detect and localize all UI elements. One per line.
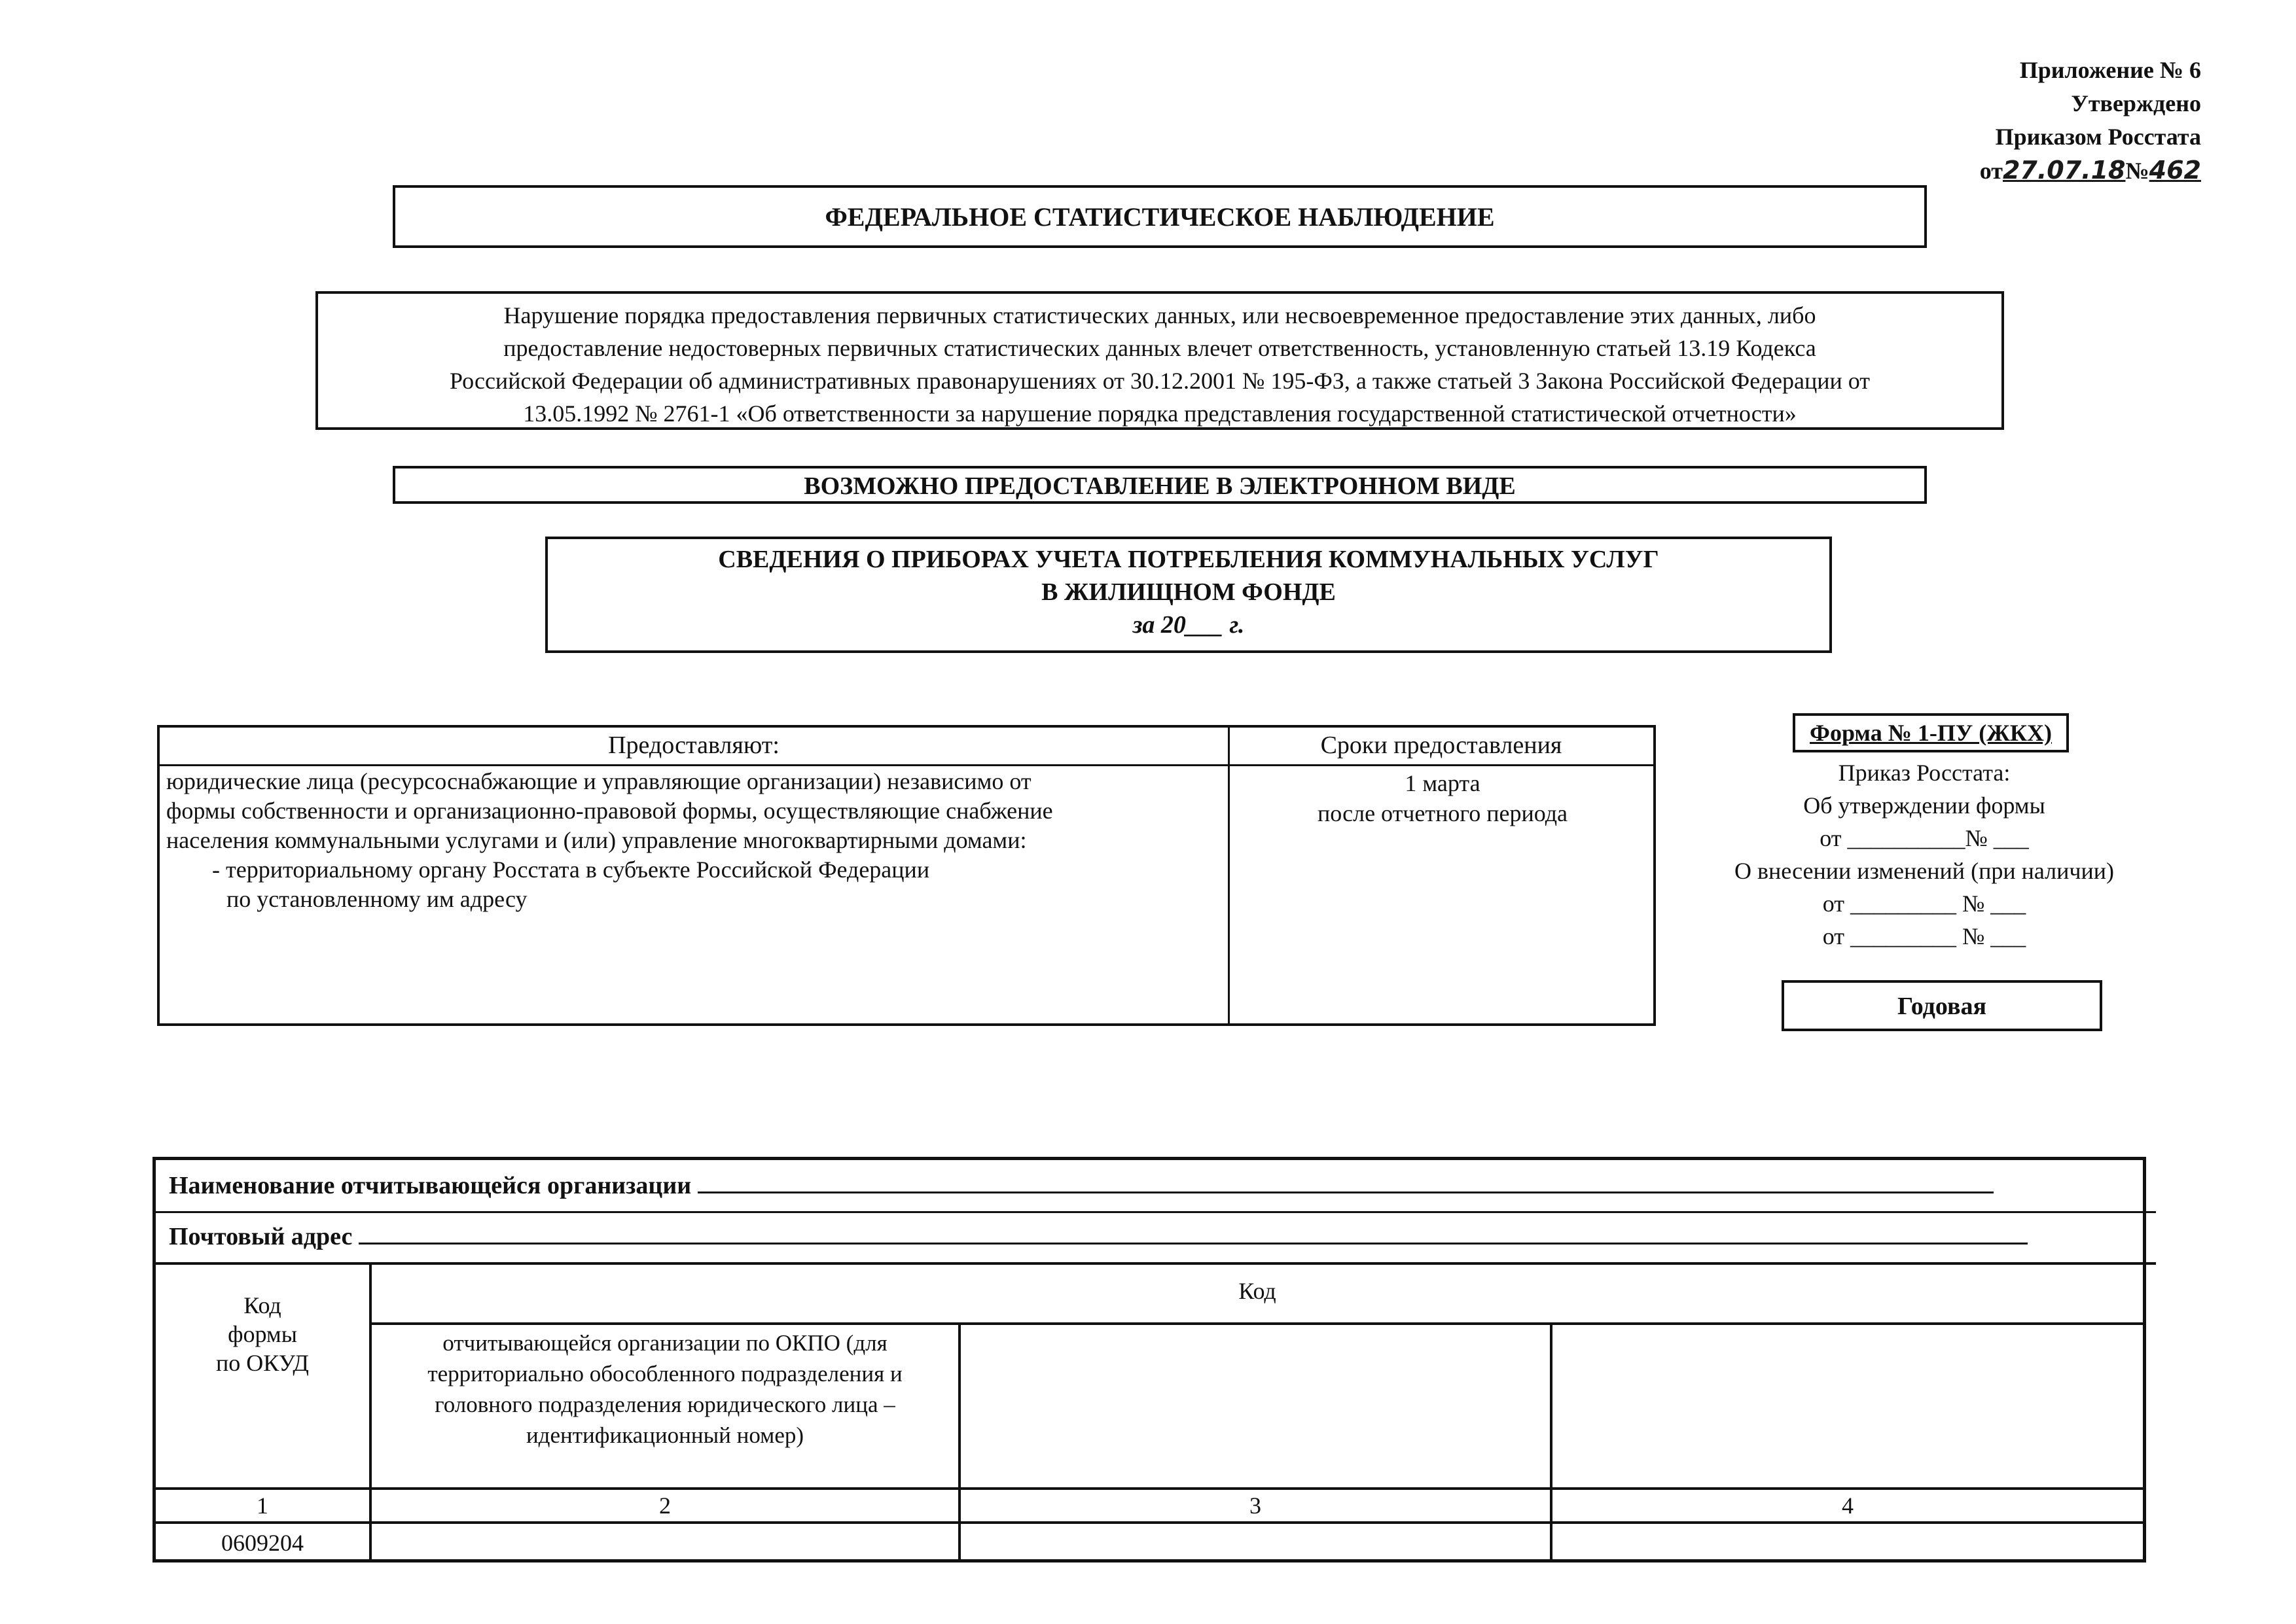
submitters-table — [157, 725, 1656, 1026]
address-row — [156, 1211, 2156, 1265]
deadline-header: Сроки предоставления — [1228, 728, 1655, 766]
column-divider — [1228, 728, 1230, 1023]
organization-table — [152, 1157, 2146, 1562]
who-line: формы собственности и организационно-правовой формы, осуществляющие снабжение — [166, 798, 1053, 824]
handwritten-number: 462 — [2149, 156, 2201, 185]
address-label: Почтовый адрес — [169, 1223, 353, 1250]
okpo-value-field[interactable] — [372, 1525, 958, 1562]
recipient-bullet-continuation: по установленному им адресу — [226, 886, 528, 912]
warning-line: 13.05.1992 № 2761-1 «Об ответственности за нарушение порядка представления государственной статистической отчетности» — [523, 400, 1797, 427]
address-field[interactable] — [359, 1220, 2028, 1244]
approved-label: Утверждено — [2071, 90, 2201, 116]
changes-label: О внесении изменений (при наличии) — [1734, 858, 2115, 884]
who-line: юридические лица (ресурсоснабжающие и управляющие организации) независимо от — [166, 768, 1031, 794]
okud-header-line: формы — [228, 1321, 297, 1347]
deadline-period: после отчетного периода — [1317, 800, 1568, 826]
deadline-text — [1230, 768, 1655, 828]
column-number: 1 — [257, 1492, 268, 1519]
approval-date-field: от __________№ ___ — [1820, 825, 2029, 851]
code-value-field-3[interactable] — [961, 1525, 1550, 1562]
warning-line: предоставление недостоверных первичных статистических данных влечет ответственность, установленную статьей 13.19 Кодекса — [503, 335, 1816, 361]
survey-title-line-2: В ЖИЛИЩНОМ ФОНДЕ — [1041, 578, 1336, 606]
form-info — [1695, 713, 2153, 953]
okud-header-line: Код — [243, 1292, 281, 1318]
form-number-badge: Форма № 1-ПУ (ЖКХ) — [1793, 713, 2069, 752]
warning-line: Нарушение порядка предоставления первичных статистических данных, или несвоевременное предоставление этих данных, либо — [503, 302, 1816, 328]
column-number: 3 — [1249, 1492, 1261, 1519]
org-name-label: Наименование отчитывающейся организации — [169, 1172, 692, 1199]
who-submits-header: Предоставляют: — [160, 728, 1230, 766]
deadline-date: 1 марта — [1405, 770, 1480, 796]
order-label: Приказом Росстата — [1995, 124, 2201, 150]
code-value-field-4[interactable] — [1552, 1525, 2143, 1562]
survey-title-line-1: СВЕДЕНИЯ О ПРИБОРАХ УЧЕТА ПОТРЕБЛЕНИЯ КОММУНАЛЬНЫХ УСЛУГ — [718, 546, 1659, 573]
date-prefix: от — [1979, 158, 2003, 184]
approval-date-line — [1835, 154, 2201, 188]
okud-header-line: по ОКУД — [216, 1350, 309, 1376]
okud-header — [156, 1291, 369, 1377]
column-number: 2 — [659, 1492, 671, 1519]
electronic-notice: ВОЗМОЖНО ПРЕДОСТАВЛЕНИЕ В ЭЛЕКТРОННОМ ВИДЕ — [393, 466, 1927, 504]
org-name-row — [156, 1160, 2156, 1213]
warning-line: Российской Федерации об административных правонарушениях от 30.12.2001 № 195-ФЗ, а также статьей 3 Закона Российской Федерации от — [449, 368, 1871, 394]
appendix-label: Приложение № 6 — [2019, 57, 2201, 83]
survey-title-box — [545, 537, 1832, 653]
grid-line — [156, 1487, 2143, 1490]
code-header: Код — [1238, 1278, 1276, 1304]
who-line: населения коммунальными услугами и (или) управление многоквартирными домами: — [166, 827, 1027, 853]
who-submits-text — [166, 767, 1220, 914]
handwritten-date: 27.07.18 — [2002, 156, 2126, 185]
changes-date-field: от _________ № ___ — [1822, 923, 2026, 949]
frequency-badge: Годовая — [1782, 980, 2102, 1031]
survey-period: за 20___ г. — [1132, 611, 1245, 639]
okud-value: 0609204 — [221, 1530, 304, 1556]
okpo-header: отчитывающейся организации по ОКПО (для территориально обособленного подразделения и головного подразделения юридического лица – идентификационный номер) — [427, 1330, 903, 1448]
legal-warning — [315, 291, 2004, 430]
document-title: ФЕДЕРАЛЬНОЕ СТАТИСТИЧЕСКОЕ НАБЛЮДЕНИЕ — [393, 185, 1927, 248]
approval-block — [1835, 54, 2201, 188]
column-number: 4 — [1842, 1492, 1854, 1519]
number-prefix: № — [2125, 158, 2149, 184]
order-label: Приказ Росстата: — [1838, 760, 2011, 786]
org-name-field[interactable] — [698, 1169, 1994, 1193]
grid-line — [369, 1322, 2143, 1325]
grid-line — [156, 1521, 2143, 1524]
changes-date-field: от _________ № ___ — [1822, 891, 2026, 917]
approval-label: Об утверждении формы — [1803, 792, 2045, 819]
recipient-bullet: - территориальному органу Росстата в субъекте Российской Федерации — [212, 856, 930, 883]
